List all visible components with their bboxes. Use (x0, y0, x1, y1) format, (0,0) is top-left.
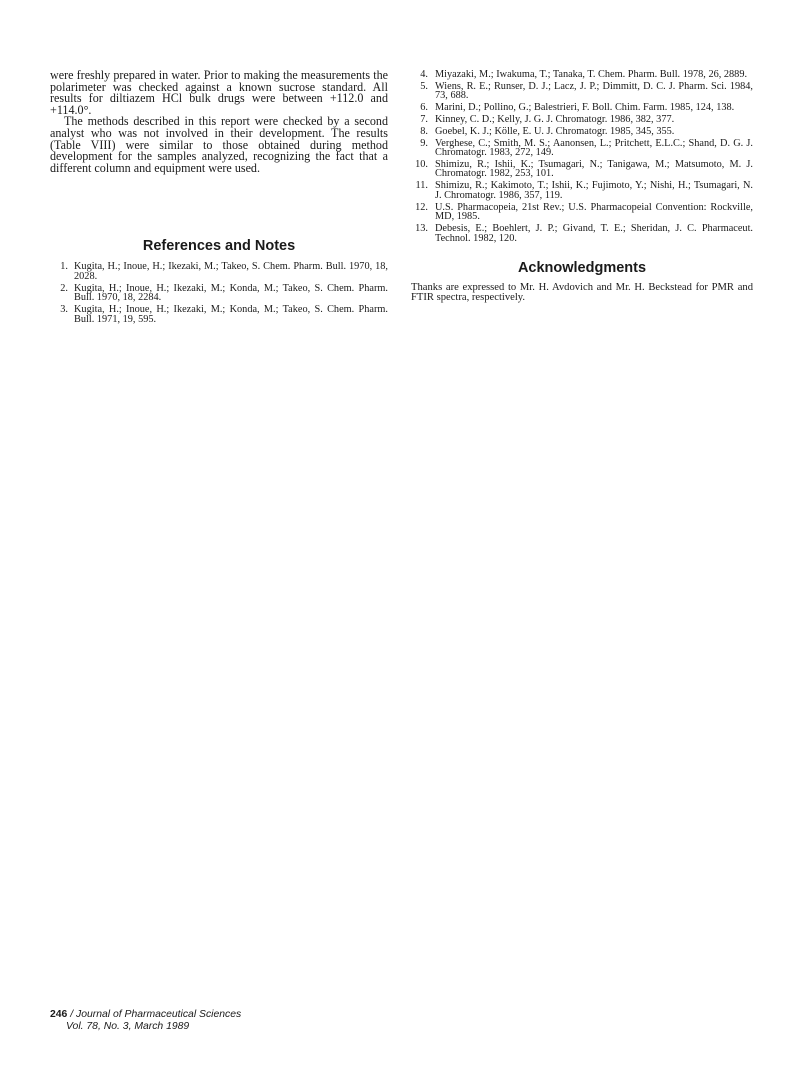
footer-line-1 (50, 1009, 241, 1021)
reference-list-left (50, 262, 388, 324)
reference-item: 5. Wiens, R. E.; Runser, D. J.; Lacz, J. P.; Dimmitt, D. C. J. Pharm. Sci. 1984, 73, 688. (420, 80, 753, 102)
reference-item: 1. Kugita, H.; Inoue, H.; Ikezaki, M.; Takeo, S. Chem. Pharm. Bull. 1970, 18, 2028. (60, 261, 388, 282)
acknowledgments-text: Thanks are expressed to Mr. H. Avdovich and Mr. H. Beckstead for PMR and FTIR spectra, respectively. (411, 282, 753, 304)
reference-item: 2. Kugita, H.; Inoue, H.; Ikezaki, M.; Konda, M.; Takeo, S. Chem. Pharm. Bull. 1970, 18, 2284. (60, 282, 388, 304)
reference-item: 10. Shimizu, R.; Ishii, K.; Tsumagari, N.; Tanigawa, M.; Matsumoto, M. J. Chromatogr. 1982, 253, 101. (415, 158, 753, 180)
references-heading: References and Notes (142, 238, 296, 255)
reference-item: 8. Goebel, K. J.; Kölle, E. U. J. Chromatogr. 1985, 345, 355. (420, 125, 675, 137)
journal-name: / Journal of Pharmaceutical Sciences (67, 1009, 242, 1020)
journal-issue: Vol. 78, No. 3, March 1989 (66, 1021, 190, 1032)
reference-item: 12. U.S. Pharmacopeia, 21st Rev.; U.S. Pharmacopeial Convention: Rockville, MD, 1985. (415, 201, 753, 223)
reference-item: 11. Shimizu, R.; Kakimoto, T.; Ishii, K.; Fujimoto, Y.; Nishi, H.; Tsumagari, N. J. Chromatogr. 1986, 357, 119. (415, 180, 753, 201)
reference-item: 13. Debesis, E.; Boehlert, J. P.; Givand, T. E.; Sheridan, J. C. Pharmaceut. Technol. 1982, 120. (415, 223, 753, 244)
page-number: 246 (50, 1009, 68, 1020)
acknowledgments-heading: Acknowledgments (517, 260, 647, 277)
body-paragraph-1: were freshly prepared in water. Prior to making the measurements the polarimeter was checked against a known sucrose standard. All results for diltiazem HCl bulk drugs were between +112.0 and +114.0°. (50, 68, 388, 117)
reference-list-right (411, 70, 753, 243)
right-column (411, 70, 753, 304)
reference-item: 3. Kugita, H.; Inoue, H.; Ikezaki, M.; Konda, M.; Takeo, S. Chem. Pharm. Bull. 1971, 19, 595. (60, 304, 388, 325)
reference-item: 9. Verghese, C.; Smith, M. S.; Aanonsen, L.; Pritchett, E.L.C.; Shand, D. G. J. Chromatogr. 1983, 272, 149. (420, 137, 753, 159)
page-footer (50, 1009, 241, 1033)
reference-item: 6. Marini, D.; Pollino, G.; Balestrieri, F. Boll. Chim. Farm. 1985, 124, 138. (420, 102, 735, 114)
body-paragraph-2: The methods described in this report were checked by a second analyst who was not involved in their development. The results (Table VIII) were similar to those obtained during method development for the samples analyzed, recognizing the fact that a different column and equipment were used. (50, 114, 388, 175)
reference-item: 7. Kinney, C. D.; Kelly, J. G. J. Chromatogr. 1986, 382, 377. (420, 113, 675, 125)
left-column (50, 70, 388, 326)
reference-item: 4. Miyazaki, M.; Iwakuma, T.; Tanaka, T. Chem. Pharm. Bull. 1978, 26, 2889. (420, 69, 748, 80)
